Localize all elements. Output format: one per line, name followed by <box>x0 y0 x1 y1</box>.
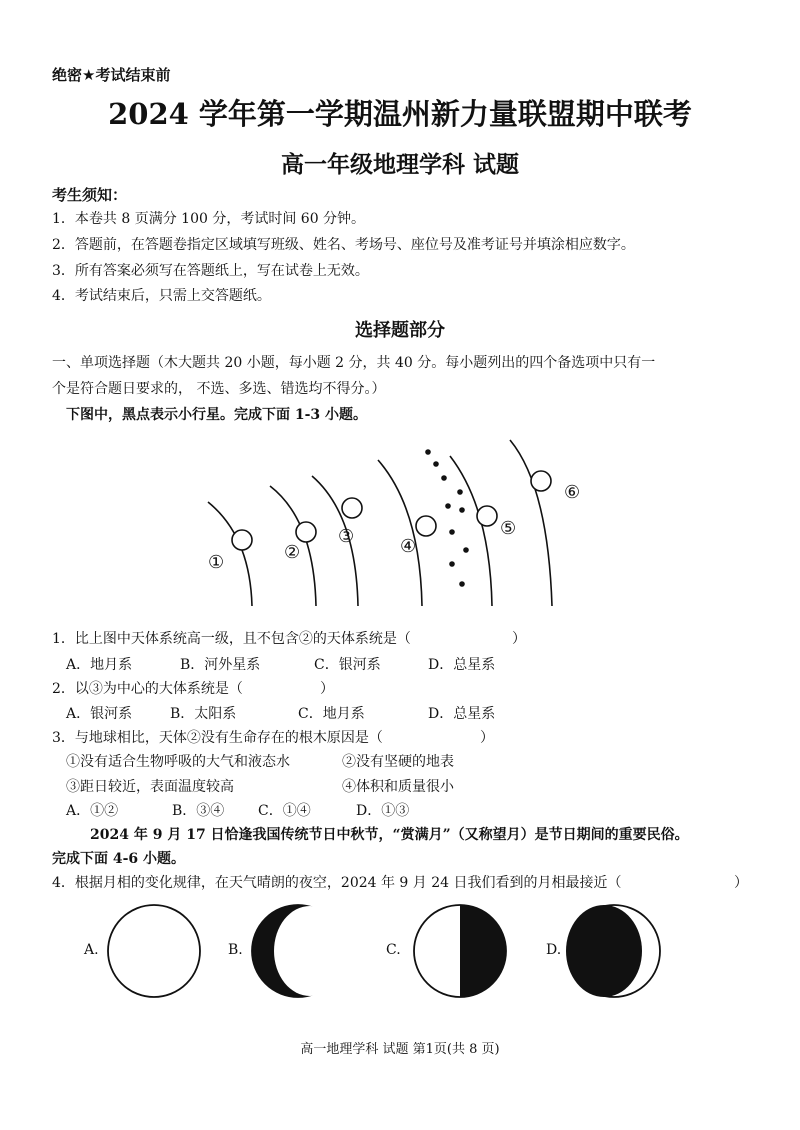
moon-phase-d <box>566 905 660 997</box>
q3-option-b: B．③④ <box>172 803 225 819</box>
orbit-6 <box>510 440 552 606</box>
solar-system-figure <box>0 428 800 608</box>
page-footer: 高一地理学科 试题 第1页(共 8 页) <box>300 1042 500 1057</box>
q3-option-d: D．①③ <box>356 803 410 819</box>
q2-option-d: D．总星系 <box>428 706 496 722</box>
label-4: ④ <box>400 536 417 557</box>
moon-phase-b <box>252 905 346 997</box>
q4-option-b-label: B. <box>228 942 243 958</box>
q2-option-c: C．地月系 <box>298 706 365 722</box>
notice-item: 4．考试结束后，只需上交答题纸。 <box>52 288 271 304</box>
q1-option-b: B．河外星系 <box>180 657 261 673</box>
planet-2 <box>296 522 316 542</box>
q2-option-a: A．银河系 <box>66 706 133 722</box>
moon-phase-figures <box>0 900 800 1010</box>
q3-statement-2: ②没有坚硬的地表 <box>342 754 454 770</box>
passage2-line1: 2024 年 9 月 17 日恰逢我国传统节日中秋节，“赏满月”（又称望月）是节日期间的重要民俗。 <box>90 827 689 843</box>
part1-intro: 一、单项选择题（木大题共 20 小题，每小题 2 分，共 40 分。每小题列出的四个备选项中只有一 <box>52 355 656 371</box>
q1-option-a: A．地月系 <box>66 657 133 673</box>
notice-item: 3．所有答案必须写在答题纸上，写在试卷上无效。 <box>52 263 369 279</box>
planet-1 <box>232 530 252 550</box>
q3-statement-4: ④体积和质量很小 <box>342 779 454 795</box>
q4-option-c-label: C. <box>386 942 401 958</box>
q1-option-c: C．银河系 <box>314 657 381 673</box>
q3-option-c: C．①④ <box>258 803 311 819</box>
q4-stem: 4．根据月相的变化规律，在天气晴朗的夜空，2024 年 9 月 24 日我们看到的月相最接近（ <box>52 875 622 891</box>
q1-stem: 1．比上图中天体系统高一级，且不包含②的天体系统是（ <box>52 631 411 647</box>
section-title: 选择题部分 <box>355 320 445 341</box>
label-2: ② <box>284 542 301 563</box>
planet-4 <box>416 516 436 536</box>
q3-close: ） <box>480 730 494 746</box>
planet-5 <box>477 506 497 526</box>
q2-stem: 2．以③为中心的大体系统是（ <box>52 681 243 697</box>
notice-item: 1．本卷共 8 页满分 100 分，考试时间 60 分钟。 <box>52 211 366 227</box>
q4-option-a-label: A. <box>84 942 99 958</box>
planet-3 <box>342 498 362 518</box>
label-5: ⑤ <box>500 518 517 539</box>
planet-6 <box>531 471 551 491</box>
exam-title: 2024 学年第一学期温州新力量联盟期中联考 <box>108 97 692 131</box>
label-1: ① <box>208 552 225 573</box>
moon-phase-a <box>108 905 200 997</box>
q3-stem: 3．与地球相比，天体②没有生命存在的根木原因是（ <box>52 730 383 746</box>
orbit-4 <box>378 460 422 606</box>
q1-option-d: D．总星系 <box>428 657 496 673</box>
exam-subtitle: 高一年级地理学科 试题 <box>280 151 519 178</box>
notice-item: 2．答题前，在答题卷指定区域填写班级、姓名、考场号、座位号及准考证号并填涂相应数字。 <box>52 237 635 253</box>
q4-close: ） <box>734 875 748 891</box>
q3-statement-1: ①没有适合生物呼吸的大气和液态水 <box>66 754 290 770</box>
passage2-line2: 完成下面 4-6 小题。 <box>52 851 186 867</box>
orbit-5 <box>450 456 492 606</box>
q1-close: ） <box>512 631 526 647</box>
q3-option-a: A．①② <box>66 803 119 819</box>
q2-option-b: B．太阳系 <box>170 706 237 722</box>
q2-close: ） <box>320 681 334 697</box>
moon-phase-c <box>414 905 506 997</box>
part1-intro-cont: 个是符合题日要求的， 不选、多选、错选均不得分。） <box>52 381 386 397</box>
confidential-mark: 绝密★考试结束前 <box>52 66 171 84</box>
label-3: ③ <box>338 526 355 547</box>
q3-statement-3: ③距日较近，表面温度较高 <box>66 779 234 795</box>
notice-heading: 考生须知： <box>52 186 128 204</box>
q4-option-d-label: D. <box>546 942 562 958</box>
figure-caption: 下图中，黑点表示小行星。完成下面 1-3 小题。 <box>66 407 368 423</box>
label-6: ⑥ <box>564 482 581 503</box>
